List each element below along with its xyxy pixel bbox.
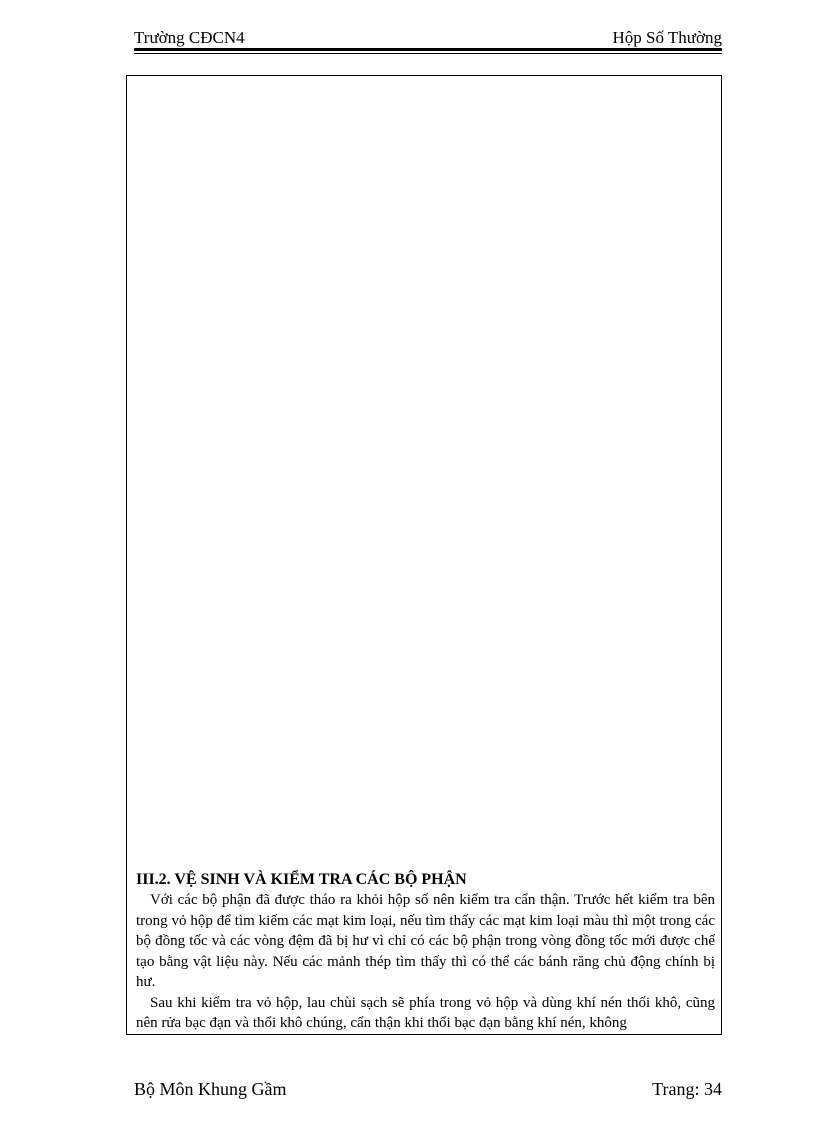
content-frame xyxy=(126,75,722,1035)
figure-area xyxy=(128,77,720,865)
footer-department: Bộ Môn Khung Gầm xyxy=(134,1079,287,1099)
header-rule-thin xyxy=(134,53,722,54)
section-content xyxy=(136,869,715,1034)
header-document-title: Hộp Số Thường xyxy=(612,28,722,47)
header-school-name: Trường CĐCN4 xyxy=(134,28,245,47)
paragraph-inspection: Với các bộ phận đã được tháo ra khỏi hộp số nên kiểm tra cẩn thận. Trước hết kiểm tra bên trong vỏ hộp để tìm kiếm các mạt kim loại, nếu tìm thấy các mạt kim loại màu thì một trong các bộ đồng tốc và các vòng đệm đã bị hư vì chỉ có các bộ phận trong vòng đồng tốc mới được chế tạo bằng vật liệu này. Nếu các mảnh thép tìm thấy thì có thể các bánh răng chủ động chính bị hư. xyxy=(136,892,715,990)
footer-page-number: Trang: 34 xyxy=(652,1079,722,1099)
section-title: III.2. VỆ SINH VÀ KIỂM TRA CÁC BỘ PHẬN xyxy=(136,871,467,888)
header-rule-thick xyxy=(134,48,722,51)
paragraph-cleaning: Sau khi kiểm tra vỏ hộp, lau chùi sạch sẽ phía trong vỏ hộp và dùng khí nén thổi khô, cũng nên rửa bạc đạn và thổi khô chúng, cẩn thận khi thổi bạc đạn bằng khí nén, không xyxy=(136,994,715,1031)
